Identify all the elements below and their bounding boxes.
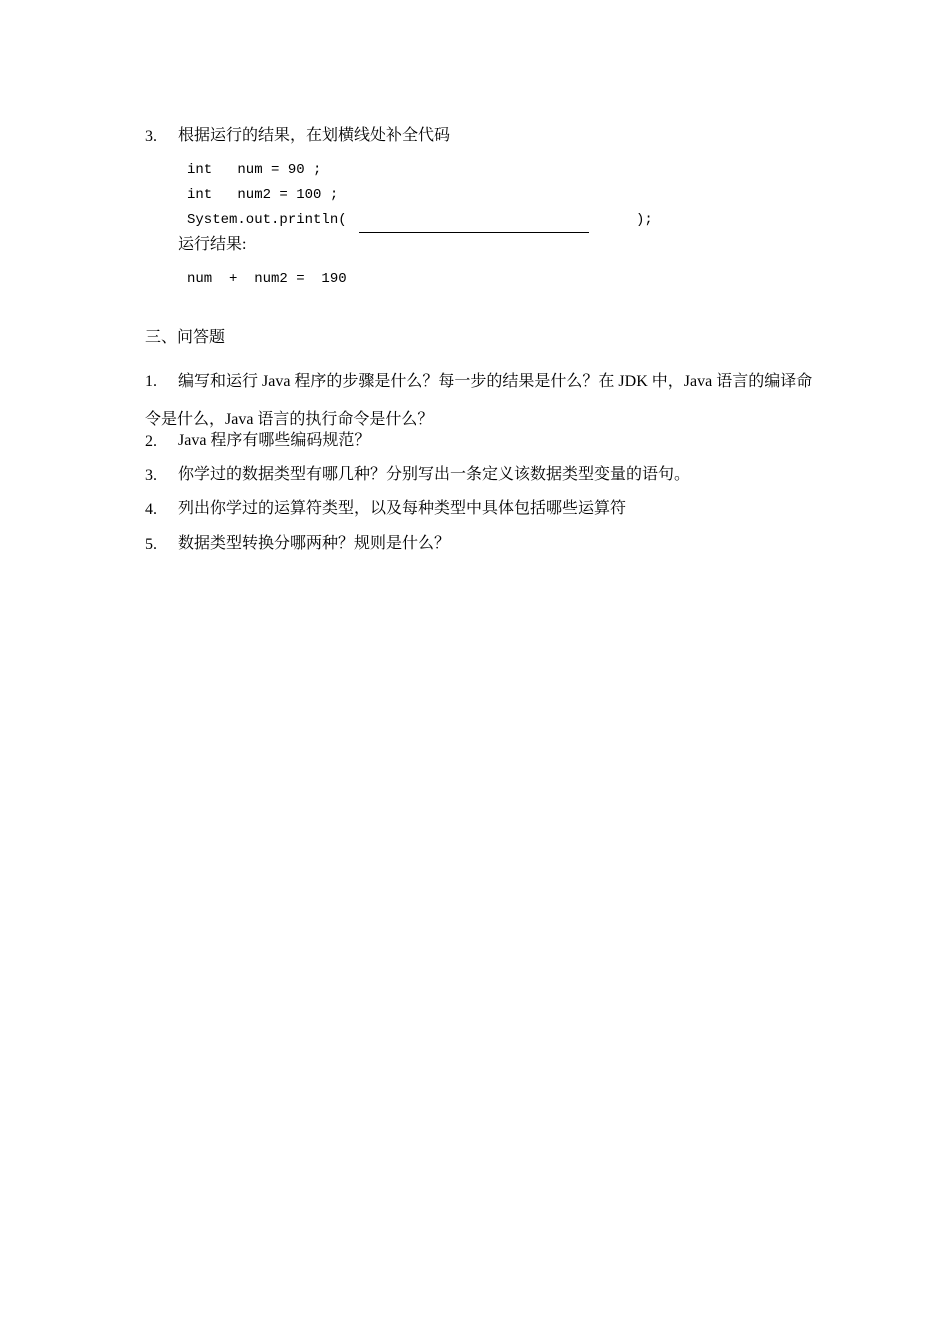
- question-2-number: 2.: [145, 433, 157, 450]
- fill-in-instruction: 根据运行的结果，在划横线处补全代码: [178, 127, 451, 144]
- question-4-number: 4.: [145, 501, 157, 518]
- question-3-number: 3.: [145, 467, 157, 484]
- question-5-number: 5.: [145, 536, 157, 553]
- code-line-2: int num2 = 100 ;: [187, 187, 339, 203]
- question-2-text: Java 程序有哪些编码规范？: [178, 432, 371, 449]
- code-line-3: System.out.println(: [187, 212, 347, 228]
- question-number: 1.: [145, 373, 157, 390]
- question-5-text: 数据类型转换分哪两种？规则是什么？: [178, 535, 451, 552]
- question-3-text: 你学过的数据类型有哪几种？分别写出一条定义该数据类型变量的语句。: [178, 466, 691, 483]
- question-text: 编写和运行 Java 程序的步骤是什么？每一步的结果是什么？在 JDK 中，Java 语言的编译命令是什么，Java 语言的执行命令是什么？: [145, 373, 813, 428]
- result-output: num + num2 = 190: [187, 271, 347, 287]
- question-4-text: 列出你学过的运算符类型，以及每种类型中具体包括哪些运算符: [178, 500, 627, 517]
- section-heading: 三、问答题: [145, 329, 226, 346]
- result-label: 运行结果:: [178, 236, 247, 253]
- answer-blank-line: [359, 232, 589, 233]
- fill-in-number: 3.: [145, 128, 157, 145]
- code-line-end: );: [636, 212, 653, 228]
- question-1: [145, 363, 815, 439]
- code-line-1: int num = 90 ;: [187, 162, 322, 178]
